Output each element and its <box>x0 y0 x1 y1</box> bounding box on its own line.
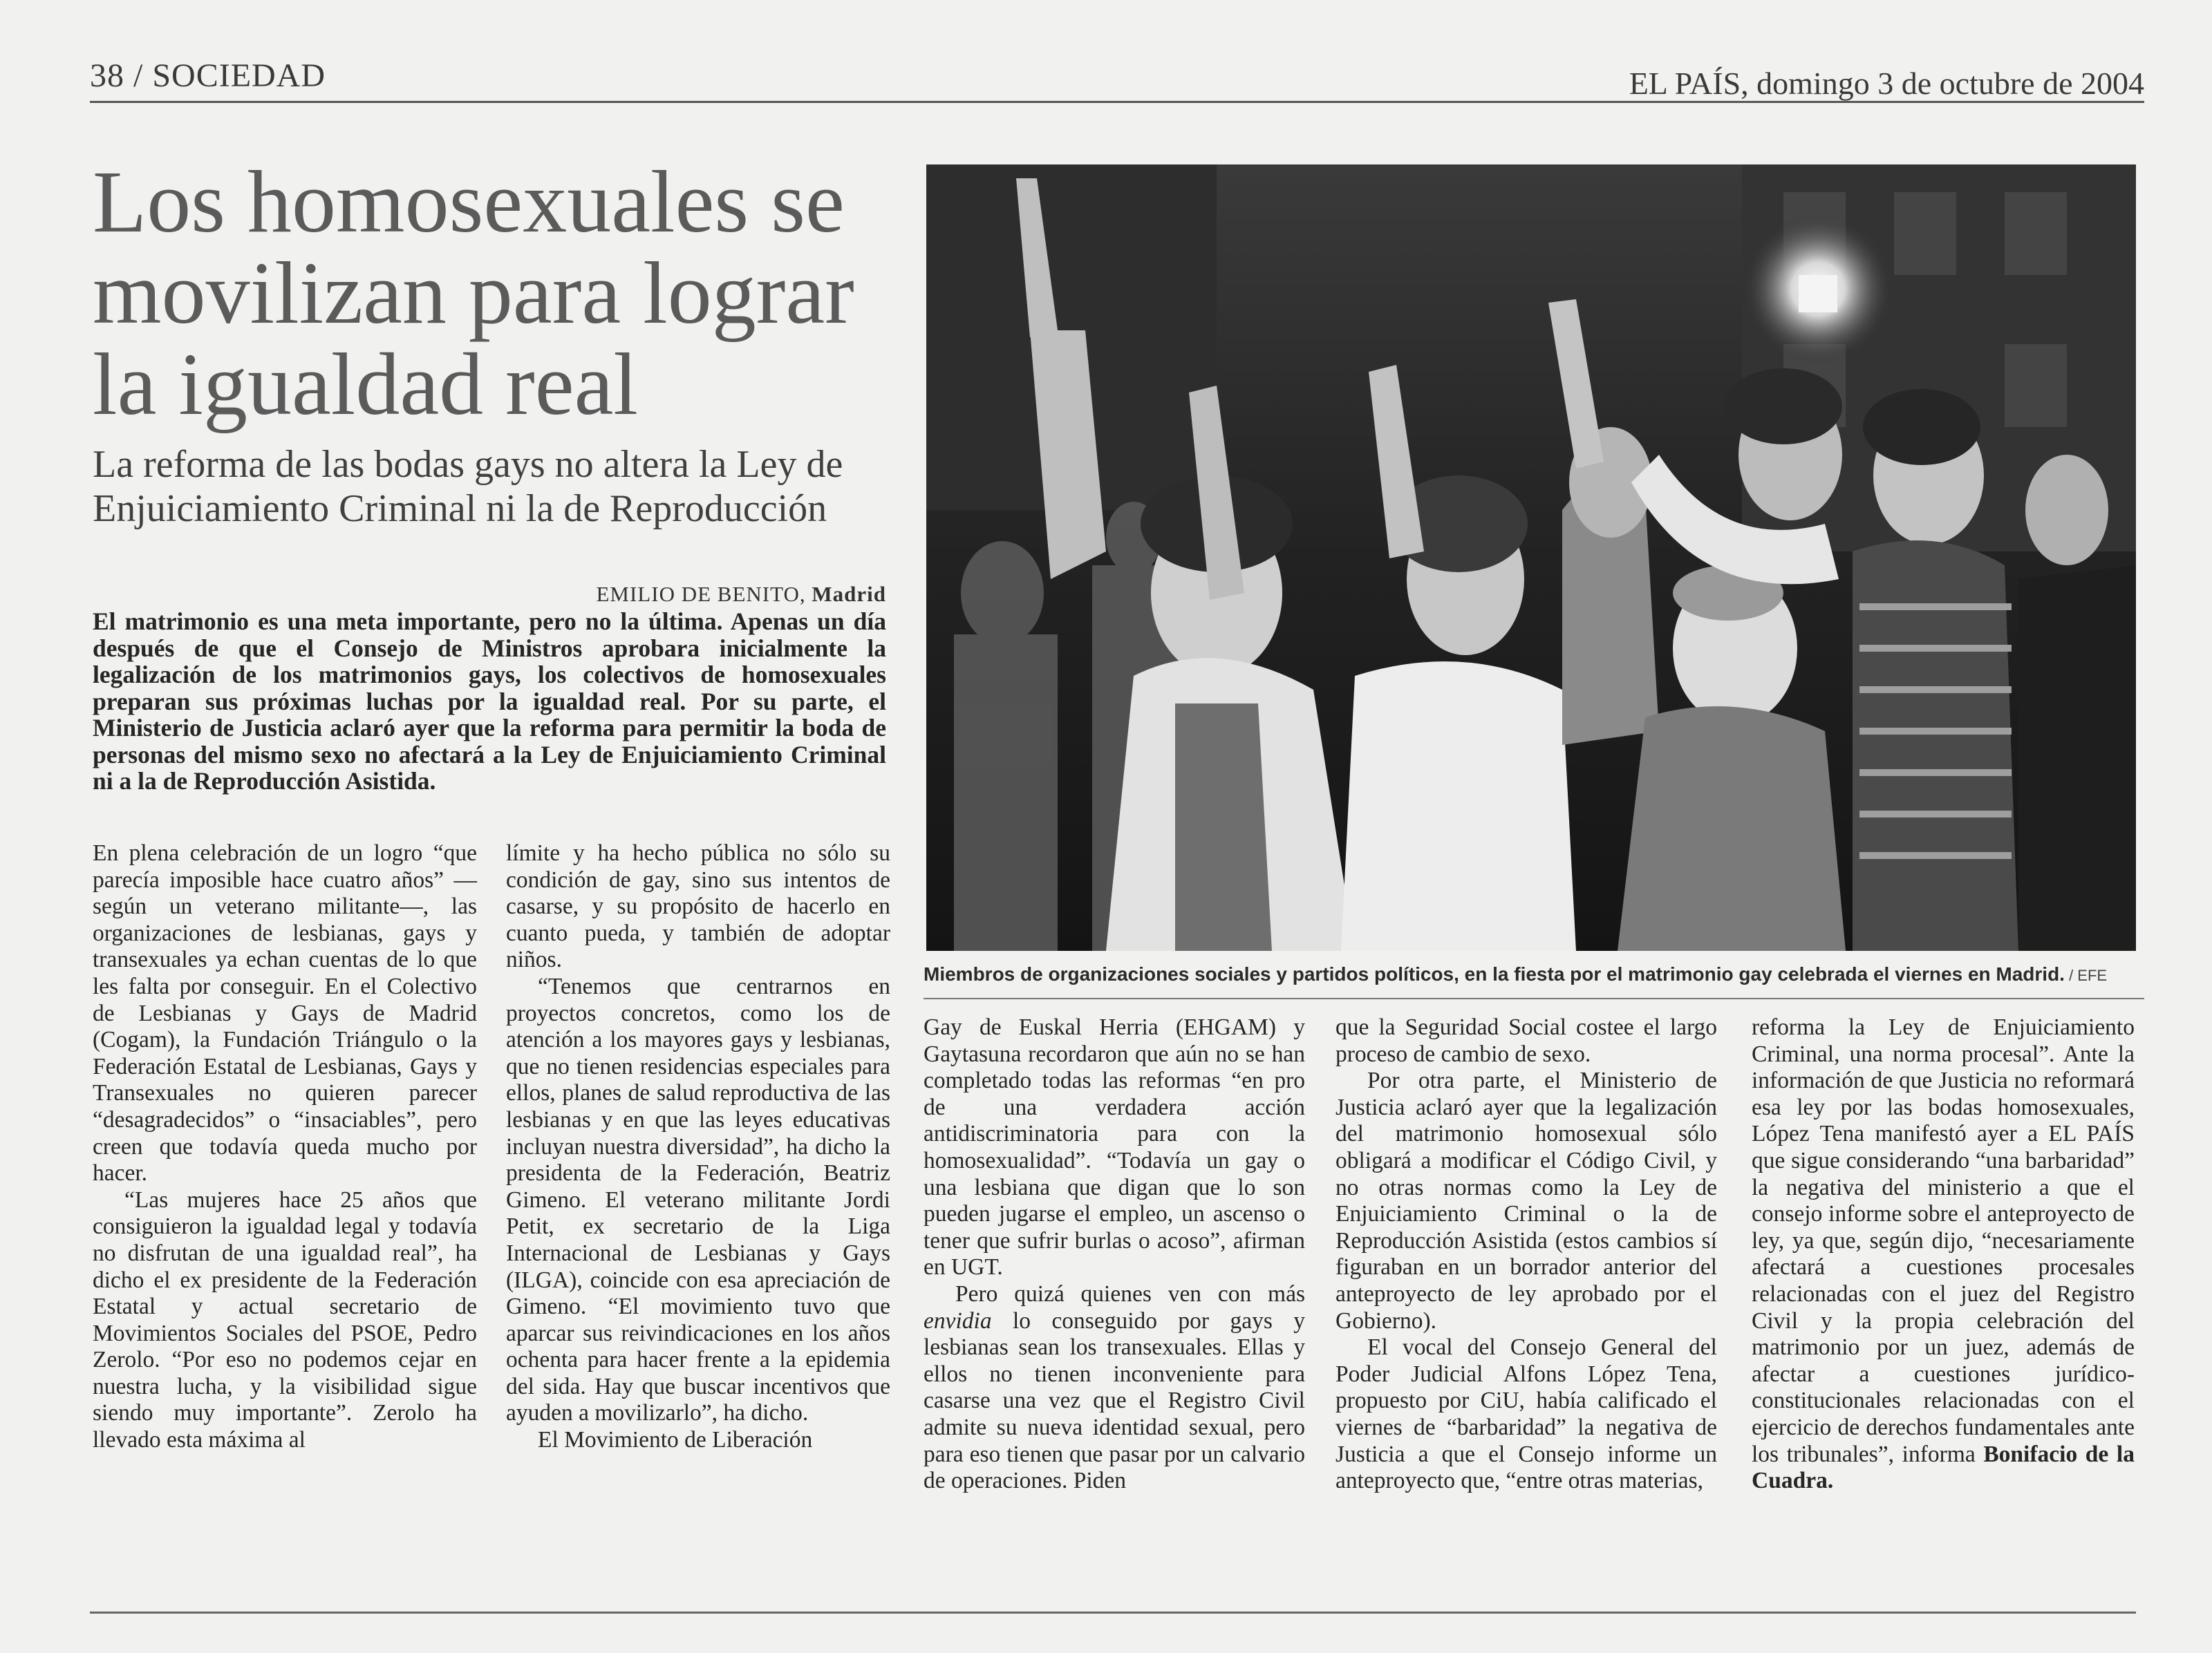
byline-author: EMILIO DE BENITO, <box>596 582 806 606</box>
paragraph: “Las mujeres hace 25 años que consiguieron la igualdad legal y todavía no disfrutan de una igualdad real”, ha dicho el ex presidente de la Federación Estatal y actual secretario de Movimientos Sociales del PSOE, Pedro Zerolo. “Por eso no podemos cejar en nuestra lucha, y la visibilidad sigue siendo muy importante”. Zerolo ha llevado esta máxima al <box>93 1187 477 1453</box>
text-run: Pero quizá quienes ven con más <box>955 1281 1305 1307</box>
signature: Bonifacio de la Cuadra. <box>1752 1441 2135 1494</box>
article-column-2 <box>506 840 890 1454</box>
emphasis: envidia <box>924 1307 992 1334</box>
caption-rule <box>924 998 2144 999</box>
news-photo <box>926 164 2136 951</box>
lead-paragraph: El matrimonio es una meta importante, pero no la última. Apenas un día después de que el Consejo de Ministros aprobara inicialmente la legalización de los matrimonios gays, los colectivos de homosexuales preparan sus próximas luchas por la igualdad real. Por su parte, el Ministerio de Justicia aclaró ayer que la reforma para permitir la boda de personas del mismo sexo no afectará a la Ley de Enjuiciamiento Criminal ni a la de Reproducción Asistida. <box>93 607 886 795</box>
caption-text: Miembros de organizaciones sociales y partidos políticos, en la fiesta por el matrimonio gay celebrada el viernes en Madrid. <box>924 963 2065 985</box>
text-run: reforma la Ley de Enjuiciamiento Criminal, una norma procesal”. Ante la información de que Justicia no reformará esa ley por las bodas homosexuales, López Tena manifestó ayer a EL PAÍS que sigue considerando “una barbaridad” la negativa del ministerio a que el consejo informe sobre el anteproyecto de ley, ya que, según dijo, “necesariamente afectará a cuestiones procesales relacionadas con el juez del Registro Civil y la propia celebración del matrimonio por un juez, además de afectar a cuestiones jurídico-constitucionales relacionadas con el ejercicio de derechos fundamentales ante los tribunales”, informa <box>1752 1014 2135 1467</box>
byline <box>596 582 886 607</box>
paragraph: El Movimiento de Liberación <box>538 1427 813 1453</box>
paragraph: El vocal del Consejo General del Poder Judicial Alfons López Tena, propuesto por CiU, había calificado el viernes de “barbaridad” la negativa de Justicia a que el Consejo informe un anteproyecto que, “entre otras materias, <box>1335 1334 1717 1494</box>
headline: Los homosexuales se movilizan para lograr la igualdad real <box>93 153 854 433</box>
paragraph: Por otra parte, el Ministerio de Justicia aclaró ayer que la legalización del matrimonio homosexual sólo obligará a modificar el Código Civil, y no otras normas como la Ley de Enjuiciamiento Criminal o la de Reproducción Asistida (estos cambios sí figuraban en un borrador anterior del anteproyecto de ley aprobado por el Gobierno). <box>1335 1068 1717 1334</box>
photo-caption <box>924 963 2140 985</box>
paragraph: “Tenemos que centrarnos en proyectos concretos, como los de atención a los mayores gays y lesbianas, que no tienen residencias especiales para ellos, planes de salud reproductiva de las lesbianas y en que las leyes educativas incluyan nuestra diversidad”, ha dicho la presidenta de la Federación, Beatriz Gimeno. El veterano militante Jordi Petit, ex secretario de la Liga Internacional de Lesbianas y Gays (ILGA), coincide con esa apreciación de Gimeno. “El movimiento tuvo que aparcar sus reivindicaciones en los años ochenta para hacer frente a la epidemia del sida. Hay que buscar incentivos que ayuden a movilizarlo”, ha dicho. <box>506 973 890 1426</box>
paragraph: En plena celebración de un logro “que parecía imposible hace cuatro años” —según un veterano militante—, las organizaciones de lesbianas, gays y transexuales ya echan cuentas de lo que les falta por conseguir. En el Colectivo de Lesbianas y Gays de Madrid (Cogam), la Fundación Triángulo o la Federación Estatal de Lesbianas, Gays y Transexuales no quieren parecer “desagradecidos” o “insaciables”, pero creen que todavía queda mucho por hacer. <box>93 840 477 1187</box>
paragraph: Gay de Euskal Herria (EHGAM) y Gaytasuna recordaron que aún no se han completado todas las reformas “en pro de una verdadera acción antidiscriminatoria para con la homosexualidad”. “Todavía un gay o una lesbiana que digan que lo son pueden jugarse el empleo, un ascenso o tener que sufrir burlas o acoso”, afirman en UGT. <box>924 1014 1305 1281</box>
section-label: 38 / SOCIEDAD <box>90 57 326 94</box>
footer-rule <box>90 1612 2136 1614</box>
dateline: EL PAÍS, domingo 3 de octubre de 2004 <box>1629 66 2144 101</box>
paragraph <box>1752 1014 2135 1495</box>
crowd-photo-illustration <box>926 164 2136 951</box>
subheadline: La reforma de las bodas gays no altera la Ley de Enjuiciamiento Criminal ni la de Reproducción <box>93 443 843 530</box>
paragraph: límite y ha hecho pública no sólo su condición de gay, sino sus intentos de casarse, y su propósito de hacerlo en cuanto pueda, y también de adoptar niños. <box>506 840 890 973</box>
article-column-4 <box>1335 1014 1717 1495</box>
photo-credit: / EFE <box>2064 967 2108 984</box>
text-run: lo conseguido por gays y lesbianas sean los transexuales. Ellas y ellos no tienen inconveniente para casarse una vez que el Registro Civil admite su nueva identidad sexual, pero para eso tienen que pasar por un calvario de operaciones. Piden <box>924 1307 1305 1494</box>
article-column-5 <box>1752 1014 2135 1495</box>
header-rule <box>90 101 2144 103</box>
article-column-3 <box>924 1014 1305 1495</box>
paragraph <box>924 1281 1305 1495</box>
paragraph: que la Seguridad Social costee el largo proceso de cambio de sexo. <box>1335 1014 1717 1067</box>
article-column-1 <box>93 840 477 1454</box>
byline-city: Madrid <box>812 582 886 606</box>
